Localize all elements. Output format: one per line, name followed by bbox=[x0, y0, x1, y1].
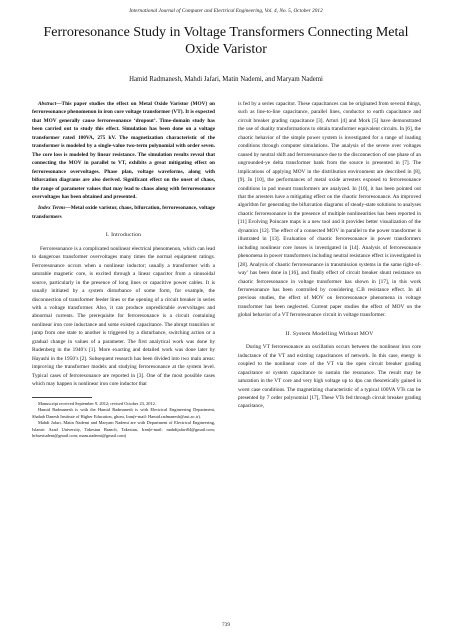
abstract-label: Abstract bbox=[38, 101, 57, 107]
left-column bbox=[32, 100, 215, 440]
abstract bbox=[32, 100, 215, 201]
journal-header: International Journal of Computer and Electrical Engineering, Vol. 4, No. 5, October 2012 bbox=[129, 8, 323, 14]
system-modelling-paragraph: During VT ferroresonance an oscillation occurs between the nonlinear iron core inductance of the VT and existing capacitances of network. In this case, energy is coupled to the nonlinear core of the VT via the open circuit breaker grading capacitance or system capacitance to sustain the resonance. The result may be saturation in the VT core and very high voltage up to 4pu can theoretically gained in worst case conditions. The magnetizing characteristic of a typical 100VA VTs can be presented by 7 order polynomial [17], These VTs fed through circuit breaker grading capacitance, bbox=[238, 344, 421, 410]
introduction-continued-paragraph: is fed by a series capacitor. These capacitances can be originated from several things, such as line-to-line capacitance, parallel lines, conductor to earth capacitance and circuit breaker grading capacitance [3]. Arturi [4] and Mork [5] have demonstrated the use of duality transformations to obtain transformer equivalent circuits. In [6], the chaotic behavior of the simple power system is investigated for a range of loading conditions through computer simulations. The analysis of the severe over voltages caused by neutral shift and ferroresonance due to the disconnection of one phase of an ungrounded-ye delta transformer bank from the source is presented in [7]. The implications of applying MOV in the distribution environment are described in [8], [9]. In [10], the performances of metal oxide arresters exposed to ferroresonance conditions in pad mount transformers are analyzed. In [10], it has been pointed out that the arresters have a mitigating effect on the chaotic ferroresonance. An improved algorithm for generating the bifurcation diagrams of steady-state solutions to analyses chaotic ferroresonance in the presence of multiple nonlinearities has been reported in [11] Evolving Poincare maps is a new tool and it provides better visualization of the dynamics [12]. The effect of a connected MOV in parallel to the power transformer is illustrated in [13]. Evaluation of chaotic ferroresonance in power transformers including nonlinear core losses is investigated in [14]. Analysis of ferroresonance phenomena in power transformers including neutral resistance effect is investigated in [28]. Analysis of chaotic ferroresonance in transmission systems in the same right-of-way’ has been done in [16], and finally effect of circuit breaker shunt resistance on chaotic ferroresonance in voltage transformer has shown in [17], in this work ferroresonance has been controlled by considering C.B resistance effect. In all previous studies, the effect of MOV on ferroresonance phenomena in voltage transformer has been neglected. Current paper studies the effect of MOV on the global behavior of a VT ferroresonance circuit in voltage transformer. bbox=[238, 101, 421, 319]
abstract-text: —This paper studies the effect on Metal Oxide Varistor (MOV) on ferroresonance phenomenon in iron core voltage transformer (VT). It is expected that MOV generally cause ferroresonance ‘dropout’. Time-domain study has been carried out to study this effect. Simulation has been done on a voltage transformer rated 100VA, 275 kV. The magnetization characteristic of the transformer is modeled by a single-value two-term polynomial with order seven. The core loss is modeled by linear resistance. The simulation results reveal that connecting the MOV in parallel to VT, exhibits a great mitigating effect on ferroresonance overvoltages. Phase plan, voltage waveforms, along with bifurcation diagrams are also derived. Significant effect on the onset of chaos, the range of parameter values that may lead to chaos along with ferroresonance overvoltages has been obtained and presented. bbox=[32, 101, 215, 200]
footnote-authors-2: Mahdi Jafari, Matin Nademi and Maryam Nademi are with Department of Electrical Engineering, Islamic Azad University, Takestan Branch, Takestan, Iran(e-mail: mahdijafari84@gmail.com; hrbsestudent@gmail.com; mam.nademi@gmail.com) bbox=[32, 420, 215, 439]
right-column bbox=[238, 100, 421, 411]
footnote-manuscript: Manuscript received September 9, 2012; revised October 23, 2012. bbox=[38, 400, 156, 406]
index-terms-text: —Metal oxide varistor, chaos, bifurcation, ferroresonance, voltage transformers bbox=[32, 205, 215, 220]
section-heading-system-modelling: II. System Modelling Without MOV bbox=[285, 330, 374, 337]
author-list: Hamid Radmanesh, Mahdi Jafari, Matin Nademi, and Maryam Nademi bbox=[129, 76, 323, 83]
introduction-paragraph: Ferroresonance is a complicated nonlinear electrical phenomenon, which can lead to dangerous transformer overvoltages many times the normal equipment ratings. Ferroresonance occurs when a nonlinear inductor; usually a transformer with a saturable magnetic core, is excited through a linear capacitor from a sinusoidal source, particularly in the presence of long lines or capacitive power cables. It is usually initiated by a system disturbance of some form, for example, the disconnection of transformer feeder lines or the opening of a circuit breaker in series with a voltage transformer. Also, it can produce unpredictable overvoltages and abnormal currents. The prerequisite for ferroresonance is a circuit containing nonlinear iron core inductance and some existed capacitance. The abrupt transition or jump from one state to another is triggered by a disturbance, switching action or a gradual change in values of a parameter. The first analytical work was done by Rudenberg in the 1940’s [1]. More exacting and detailed work was done later by Hayashi in the 1950’s [2]. Subsequent research has been divided into two main areas: improving the transformer models and studying ferroresonance at the system level. Typical cases of ferroresonance are reported in [3]. One of the most possible cases which may happen is nonlinear iron core inductor that bbox=[32, 245, 215, 388]
index-terms-label: Index Terms bbox=[38, 205, 66, 212]
index-terms bbox=[32, 204, 215, 221]
footnote-divider bbox=[32, 397, 92, 398]
footnote-author-1: Hamid Radmanesh is with the Hamid Radmanesh is with Electrical Engineering Department, Shahab Danesh Institute of Higher Education, ghom, Iran(e-mail: Hamid.radmanesh@aut.ac.ir). bbox=[32, 407, 215, 419]
section-heading-introduction: I. Introduction bbox=[105, 232, 142, 239]
page-number: 739 bbox=[222, 622, 230, 628]
paper-title: Ferroresonance Study in Voltage Transformers Connecting Metal Oxide Varistor bbox=[43, 25, 409, 57]
